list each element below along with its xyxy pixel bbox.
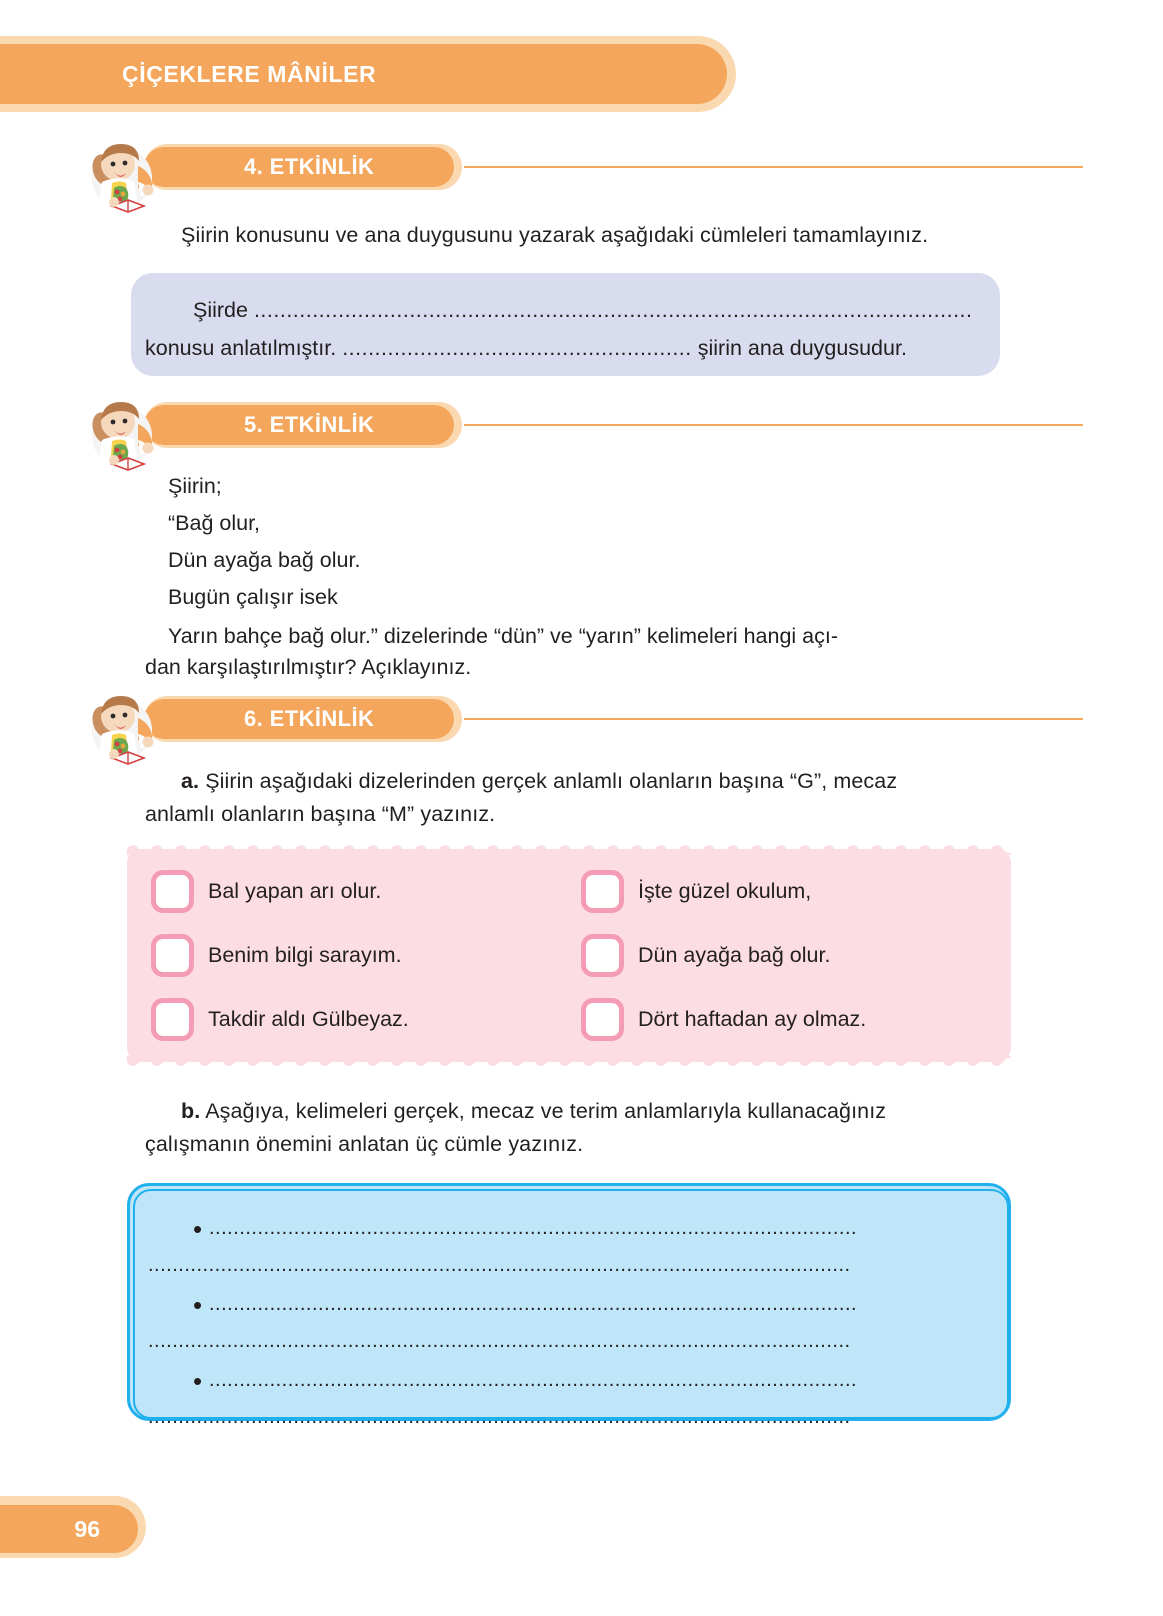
writing-item-2-line-1: • ........................................................................................................... <box>193 1289 858 1320</box>
activity-4-badge-label: 4. ETKİNLİK <box>244 154 375 179</box>
activity-6-rule <box>464 718 1083 720</box>
checkbox-label-2: İşte güzel okulum, <box>638 878 812 903</box>
activity-4-instruction: Şiirin konusunu ve ana duygusunu yazarak aşağıdaki cümleleri tamamlayınız. <box>181 223 929 247</box>
poem-line-2: Dün ayağa bağ olur. <box>168 548 361 572</box>
checkbox-item[interactable] <box>581 870 1011 913</box>
part-b-line-2: çalışmanın önemini anlatan üç cümle yazınız. <box>145 1132 584 1156</box>
writing-item-1[interactable] <box>148 1208 990 1282</box>
checkbox-item[interactable] <box>581 998 1011 1041</box>
activity-5-rule <box>464 424 1083 426</box>
writing-item-2-dots-2[interactable]: .................................................................................................................... <box>148 1330 851 1352</box>
writing-item-2[interactable] <box>148 1284 990 1358</box>
writing-item-3-dots-1[interactable]: ........................................................................................................... <box>209 1369 858 1391</box>
checkbox-input-2[interactable] <box>581 870 624 913</box>
checkbox-label-5: Takdir aldı Gülbeyaz. <box>208 1007 409 1032</box>
writing-item-2-dots-1[interactable]: ........................................................................................................... <box>209 1293 858 1315</box>
fill-in-line-2-dots[interactable]: ...................................................... <box>342 336 692 360</box>
girl-reading-icon <box>78 136 158 216</box>
activity-4-rule <box>464 166 1083 168</box>
part-a-marker: a. <box>181 769 200 793</box>
activity-6-part-a-text <box>145 765 1007 831</box>
checkbox-label-1: Bal yapan arı olur. <box>208 878 382 903</box>
checkbox-input-5[interactable] <box>151 998 194 1041</box>
checkbox-grid <box>127 849 1011 1062</box>
writing-box[interactable] <box>127 1183 1011 1428</box>
activity-4-badge <box>144 147 454 187</box>
fill-in-line-1 <box>145 291 986 329</box>
writing-box-content <box>130 1186 1008 1428</box>
checkbox-item[interactable] <box>581 934 1011 977</box>
activity-4-header <box>78 138 1083 196</box>
checkbox-item[interactable] <box>151 998 581 1041</box>
writing-item-1-line-1: • ........................................................................................................... <box>193 1213 858 1244</box>
fill-in-line-2-suffix: şiirin ana duygusudur. <box>697 336 907 360</box>
checkbox-input-4[interactable] <box>581 934 624 977</box>
poem-line-3: Bugün çalışır isek <box>168 585 338 609</box>
activity-6-part-b-text <box>145 1095 1007 1161</box>
page-number: 96 <box>74 1515 100 1542</box>
part-b-marker: b. <box>181 1099 201 1123</box>
activity-5-header <box>78 396 1083 454</box>
checkbox-label-3: Benim bilgi sarayım. <box>208 942 402 967</box>
fill-in-line-2 <box>145 329 986 367</box>
writing-item-3-line-1: • ........................................................................................................... <box>193 1365 858 1396</box>
page-number-badge <box>0 1505 138 1553</box>
checkbox-item[interactable] <box>151 870 581 913</box>
checkbox-label-4: Dün ayağa bağ olur. <box>638 942 831 967</box>
fill-in-line-1-prefix: Şiirde <box>193 298 248 322</box>
page-title: ÇİÇEKLERE MÂNİLER <box>122 60 377 87</box>
girl-reading-icon <box>78 394 158 474</box>
writing-item-3-dots-2[interactable]: .................................................................................................................... <box>148 1406 851 1428</box>
header-banner <box>0 44 727 104</box>
fill-in-line-1-dots[interactable]: ............................................................................................................... <box>253 298 973 322</box>
fill-in-line-2-prefix: konusu anlatılmıştır. <box>145 336 337 360</box>
checkbox-input-1[interactable] <box>151 870 194 913</box>
writing-item-1-dots-1[interactable]: ........................................................................................................... <box>209 1217 858 1239</box>
activity-5-question-line-2: dan karşılaştırılmıştır? Açıklayınız. <box>145 655 472 679</box>
checkbox-box <box>127 849 1011 1062</box>
fill-in-box[interactable] <box>131 273 1000 376</box>
part-b-line-1: Aşağıya, kelimeleri gerçek, mecaz ve terim anlamlarıyla kullanacağınız <box>200 1099 887 1123</box>
activity-6-header <box>78 690 1083 748</box>
writing-item-3[interactable] <box>148 1360 990 1434</box>
activity-6-badge-label: 6. ETKİNLİK <box>244 706 375 731</box>
activity-6-badge <box>144 699 454 739</box>
checkbox-item[interactable] <box>151 934 581 977</box>
girl-reading-icon <box>78 688 158 768</box>
part-a-line-1: Şiirin aşağıdaki dizelerinden gerçek anlamlı olanların başına “G”, mecaz <box>199 769 898 793</box>
checkbox-label-6: Dört haftadan ay olmaz. <box>638 1007 867 1032</box>
activity-5-question-line-1: Yarın bahçe bağ olur.” dizelerinde “dün” ve “yarın” kelimeleri hangi açı- <box>168 624 839 648</box>
activity-5-badge <box>144 405 454 445</box>
activity-5-intro: Şiirin; <box>168 474 222 498</box>
checkbox-input-6[interactable] <box>581 998 624 1041</box>
checkbox-input-3[interactable] <box>151 934 194 977</box>
activity-5-badge-label: 5. ETKİNLİK <box>244 412 375 437</box>
writing-item-1-dots-2[interactable]: .................................................................................................................... <box>148 1254 851 1276</box>
part-a-line-2: anlamlı olanların başına “M” yazınız. <box>145 802 496 826</box>
poem-line-1: “Bağ olur, <box>168 511 261 535</box>
